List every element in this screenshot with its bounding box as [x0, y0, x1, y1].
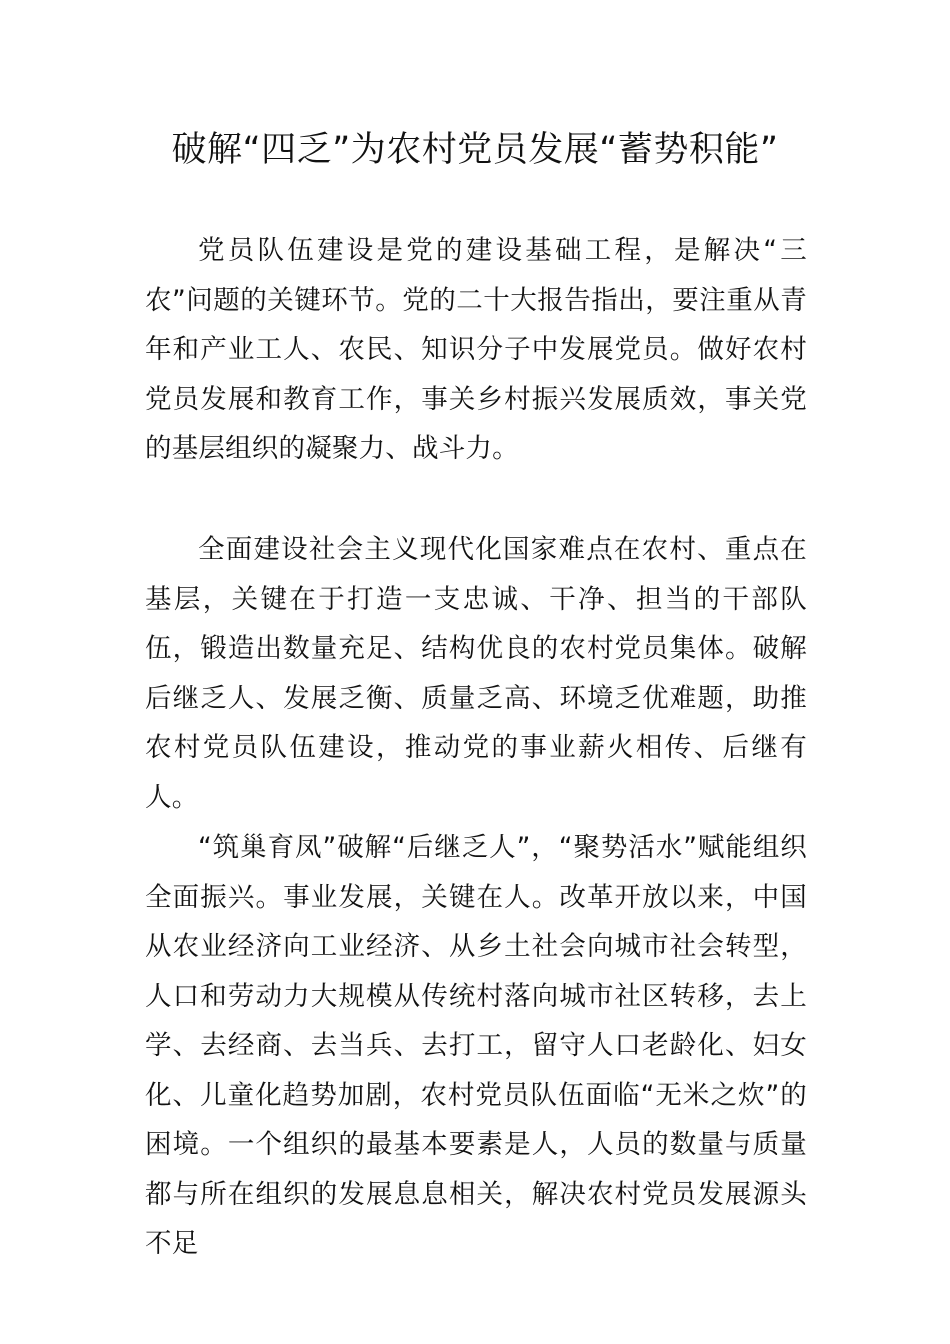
document-title: 破解“四乏”为农村党员发展“蓄势积能”	[171, 130, 779, 170]
paragraph-2: 全面建设社会主义现代化国家难点在农村、重点在基层，关键在于打造一支忠诚、干净、担当的干部队伍，锻造出数量充足、结构优良的农村党员集体。破解后继乏人、发展乏衡、质量乏高、环境乏优难题，助推农村党员队伍建设，推动党的事业薪火相传、后继有人。	[145, 534, 807, 813]
paragraph-3: “筑巢育凤”破解“后继乏人”，“聚势活水”赋能组织全面振兴。事业发展，关键在人。改革开放以来，中国从农业经济向工业经济、从乡土社会向城市社会转型，人口和劳动力大规模从传统村落向城市社区转移，去上学、去经商、去当兵、去打工，留守人口老龄化、妇女化、儿童化趋势加剧，农村党员队伍面临“无米之炊”的困境。一个组织的最基本要素是人，人员的数量与质量都与所在组织的发展息息相关，解决农村党员发展源头不足	[145, 832, 807, 1259]
paragraph-1: 党员队伍建设是党的建设基础工程，是解决“三农”问题的关键环节。党的二十大报告指出，要注重从青年和产业工人、农民、知识分子中发展党员。做好农村党员发展和教育工作，事关乡村振兴发展质效，事关党的基层组织的凝聚力、战斗力。	[145, 235, 807, 464]
